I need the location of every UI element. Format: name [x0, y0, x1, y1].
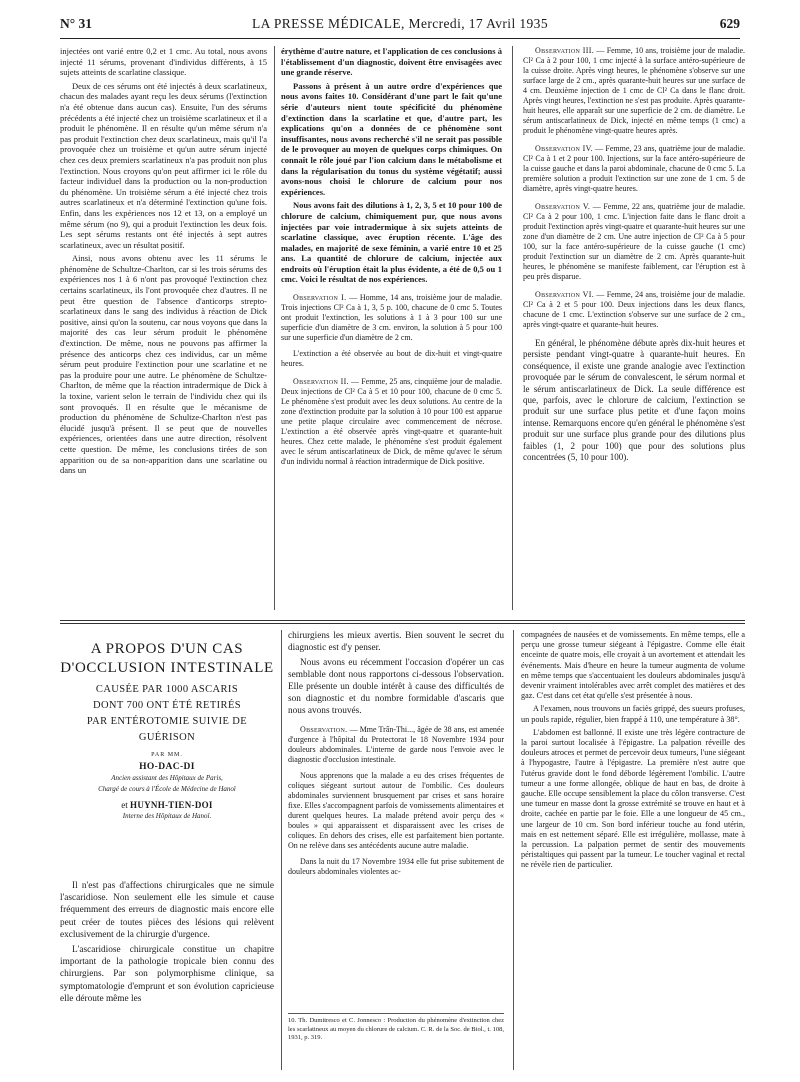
paragraph: Passons à présent à un autre ordre d'expériences que nous avons faites 10. Considérant d'une part le fait qu'une série d'auteurs nient toute spécificité du phénomène d'extinction dans la scarlatine et que, d'autre part, les explications qu'on a données de ce phénomène sont insuffisantes, nous avons recherché s'il ne serait pas possible de le provoquer au moyen de quelques corps chimiques. On connaît le rôle joué par l'ion calcium dans le métabolisme et dans la régularisation du tonus du système végétatif; aussi avons-nous choisi le chlorure de calcium pour nos expériences. — [281, 80, 502, 197]
paragraph: Dans la nuit du 17 Novembre 1934 elle fut prise subitement de douleurs abdominales violentes ac- — [288, 857, 504, 876]
paragraph: Nous avons eu récemment l'occasion d'opérer un cas semblable dont nous rapportons ci-dessous l'observation. Elle présente un double intérêt à cause des difficultés de son diagnostic et du nombre formidable d'ascaris que nous avons trouvés. — [288, 658, 504, 716]
paragraph: compagnées de nausées et de vomissements. En même temps, elle a perçu une grosse tumeur siégeant à l'épigastre. Comme elle était enceinte de quatre mois, elle croyait à un avortement et attendait les événements. Mais d'heure en heure la tumeur augmenta de volume en même temps que s'accentuaient les douleurs abdominales jusqu'à devenir vraiment intolérables avec arrêt complet des matières et des gaz. C'est dans cet état qu'elle s'est présentée à nous. — [521, 630, 745, 701]
paragraph: L'ascaridiose chirurgicale constitue un chapitre important de la pathologie tropicale bien connu des chirurgiens. Par son polymorphisme clinique, sa symptomatologie d'emprunt et son évolution capricieuse elle déroute même les — [60, 945, 274, 1004]
observation-text: — Femme, 25 ans, cinquième jour de maladie. Deux injections de Cl² Ca à 5 et 10 pour 100, chacune de 0 cmc 5. Le phénomène s'est produit avec les deux solutions. Au centre de la zone d'extinction produite par la solution à 10 pour 100 est apparue une petite plaque circulaire avec commencement de nécrose. L'extinction a été observée après vingt-quatre et quarante-huit heures. Chez cette malade, le phénomène s'est produit également avec le sérum antiscarlatineux de Dick, de même qu'avec le sérum d'un individu normal à réaction intradermique de Dick positive. — [281, 377, 502, 467]
paragraph: chirurgiens les mieux avertis. Bien souvent le secret du diagnostic est d'y penser. — [288, 631, 504, 653]
observation-6 — [523, 290, 745, 330]
page-header — [60, 14, 740, 39]
article-title-line-2: D'OCCLUSION INTESTINALE — [60, 660, 274, 676]
observation-heading: Observation VI. — [535, 290, 595, 299]
author-2-affiliation: Interne des Hôpitaux de Hanoï. — [122, 812, 212, 820]
article-column-2 — [288, 630, 504, 1052]
paragraph: L'abdomen est ballonné. Il existe une très légère contracture de la paroi surtout localisée à l'épigastre. La palpation réveille des douleurs atroces et permet de percevoir deux tumeurs, l'une siégeant à l'hypogastre, l'autre à l'épigastre. La première n'est autre que l'utérus gravide dont le fond déborde légèrement l'ombilic. L'autre tumeur a une forme allongée, oblique de haut en bas, de droite à gauche. Elle occupe sensiblement la place du côlon transverse. C'est une tumeur en masse dont la grosse extrémité se trouve en haut et à droite, cachée en partie par le foie. Elle a une longueur de 45 cm., une largeur de 10 cm. Son bord inférieur touche au fond utérin, mais en est nettement séparé. Elle est irrégulière, mollasse, mate à la percussion. La palpation permet de sentir des mouvements péristaltiques qui passent par la tumeur. Le toucher vaginal et rectal ne révèle rien de particulier. — [521, 727, 745, 870]
top-column-3 — [523, 46, 745, 610]
author-1-affiliation-2: Chargé de cours à l'École de Médecine de Hanoï — [98, 785, 236, 793]
paragraph: Nous avons fait des dilutions à 1, 2, 3, 5 et 10 pour 100 de chlorure de calcium, chimiquement pur, que nous avons injectées par voie intradermique à six sujets atteints de scarlatine classique, avec éruption récente. L'âge des malades, en majorité de sexe féminin, a varié entre 10 et 25 ans. La quantité de chlorure de calcium, injectée aux endroits où l'éruption était la plus évidente, a été de 0,5 ou 1 cmc. Voici le résultat de nos expériences. — [281, 200, 502, 285]
conclusion-paragraph: En général, le phénomène débute après dix-huit heures et persiste pendant vingt-quatre à quarante-huit heures. En conséquence, il existe une grande analogie avec l'extinction provoquée par le sérum de convalescent, le sérum normal et le sérum antiscarlatineux de Dick. La seule différence est que, parfois, avec le chlorure de calcium, l'extinction se produit sur une surface plus petite et d'une façon moins intense. Remarquons encore qu'en général le phénomène s'est produit sur une surface plus grande pour des dilutions plus faibles (1, 2 pour 100) que pour des solutions plus concentrées (5, 10 pour 100). — [523, 338, 745, 463]
observation-text: — Mme Trân-Thi..., âgée de 38 ans, est amenée d'urgence à l'hôpital du Protectorat le 18 Novembre 1934 pour douleurs abdominales. L'interne de garde nous l'envoie avec le diagnostic d'occlusion intestinale. — [288, 725, 504, 764]
column-divider — [281, 630, 282, 1070]
observation-4 — [523, 144, 745, 194]
column-divider — [512, 46, 513, 610]
observation-heading: Observation V. — [535, 202, 591, 211]
observation-heading: Observation. — [300, 725, 348, 734]
article-subtitle-line-3: PAR ENTÉROTOMIE SUIVIE DE GUÉRISON — [86, 716, 248, 743]
observation-heading: Observation II. — [293, 377, 349, 387]
and-label: et — [121, 800, 128, 810]
observation-heading: Observation I. — [293, 293, 347, 303]
observation-2 — [281, 377, 502, 467]
author-1: HO-DAC-DI — [139, 762, 195, 772]
author-2: HUYNH-TIEN-DOI — [130, 800, 213, 810]
case-observation — [288, 725, 504, 765]
article-subtitle-line-2: DONT 700 ONT ÉTÉ RETIRÉS — [92, 700, 242, 711]
column-divider — [513, 630, 514, 1070]
observation-1 — [281, 293, 502, 343]
observation-heading: Observation IV. — [535, 144, 593, 153]
paragraph: Ainsi, nous avons obtenu avec les 11 sérums le phénomène de Schultze-Charlton, car si les trois sérums des expériences nos 1 à 6 n'ont pas provoqué l'extinction chez certains scarlatineux, ils l'ont provoquée chez d'autres. Il ne peut être question de l'absence d'anticorps strepto-scarlatineux dans le sang des individus à réaction de Dick positive, ainsi qu'on la soutenu, car nous voyons que dans la majorité des cas leur sérum produit le phénomène d'extinction. De même, nous ne pouvons pas affirmer la présence des anticorps chez ces individus, car un même sérum peut produire l'extinction pour une scarlatine et ne pas la produire pour une autre. Le phénomène de Schultze-Charlton, de même que la réaction intradermique de Dick à la toxine, varient selon le terrain de l'individu chez qui ils sont provoqués. Il en résulte que le mécanisme de production du phénomène de Schultze-Charlton n'est pas élucidé jusqu'à présent. Il se peut que de nouvelles expériences, orientées dans une autre direction, résolvent cette question. De même, les conclusions tirées de son apparition ou de sa non-apparition dans une scarlatine ou dans un — [60, 253, 267, 476]
journal-title: LA PRESSE MÉDICALE, Mercredi, 17 Avril 1935 — [252, 16, 548, 31]
observation-text: — Femme, 10 ans, troisième jour de maladie. Cl² Ca à 2 pour 100, 1 cmc injecté à la surface antéro-supérieure de la cuisse droite. Après vingt heures, le phénomène s'observe sur une surface large de 2 cm., après quarante-huit heures sur une surface de 4 cm. Deuxième injection de 1 cmc de Cl² Ca dans le flanc droit. Après vingt heures, l'extinction ne s'est pas produite. Après quarante-huit heures, elle apparaît sur une superficie de 2 cm. de diamètre. Le sérum antiscarlatineux de Dick, injecté en même temps (1 cmc) a produit le phénomène vingt-quatre heures après. — [523, 46, 745, 135]
observation-text: — Femme, 24 ans, troisième jour de maladie. Cl² Ca à 2 et 5 pour 100. Deux injections dans les deux flancs, chacune de 1 cmc. L'extinction s'observe sur une surface de 2 cm., après vingt-quatre et quarante-huit heures. — [523, 290, 745, 329]
paragraph: A l'examen, nous trouvons un faciès grippé, des sueurs profuses, un pouls rapide, régulier, bien frappé à 110, une température à 38°. — [521, 704, 745, 724]
author-2-line — [60, 800, 274, 810]
issue-number: N° 31 — [60, 16, 93, 31]
top-column-2 — [281, 46, 502, 610]
article-title-block — [60, 640, 274, 821]
paragraph: Nous apprenons que la malade a eu des crises fréquentes de coliques siégeant surtout autour de l'ombilic. Ces douleurs abdominales surviennent brusquement par crises et sans horaire fixe. Elles s'accompagnent parfois de vomissements alimentaires et durent quelques heures. La malade prétend avoir perçu des « boules » qui apparaissent et disparaissent avec les crises de coliques. En dehors des crises, elle est parfaitement bien portante. On ne relève dans ses antécédents aucune autre maladie. — [288, 771, 504, 850]
footnote: 10. Th. Dumitresco et C. Jonnesco : Production du phénomène d'extinction chez les scarlatineux au moyen du chlorure de calcium. C. R. de la Soc. de Biol., t. 108, 1931, p. 319. — [288, 1013, 504, 1043]
paragraph: Deux de ces sérums ont été injectés à deux scarlatineux, chacun des malades ayant reçu les deux sérums (l'extinction n'a été obtenue dans aucun cas). Ensuite, l'un des sérums précédents a été injecté chez un troisième scarlatineux et il a produit le phénomène. Il en résulte qu'un même sérum n'a pas produit l'extinction chez deux scarlatineux, mais qu'il l'a provoquée chez un troisième et qu'un autre sérum injecté chez ces deux premiers scarlatineux n'a pas produit non plus l'extinction. Nous croyons qu'on peut affirmer ici le rôle du facteur individuel dans la production ou la non-production du phénomène. Un troisième sérum a été injecté chez trois autres scarlatineux et n'a déterminé l'extinction qu'une fois. Enfin, dans les expériences nos 12 et 13, on a employé un même sérum (no 9), qui a produit l'extinction les deux fois. Les sept sérums restants ont été injectés à sept autres scarlatineux, avec un résultat positif. — [60, 80, 267, 250]
observation-1-note: L'extinction a été observée au bout de dix-huit et vingt-quatre heures. — [281, 349, 502, 369]
page-number: 629 — [719, 16, 740, 31]
article-column-1 — [60, 880, 274, 1070]
observation-text: — Femme, 22 ans, quatrième jour de maladie. Cl² Ca à 2 pour 100, 1 cmc. L'injection faite dans le flanc droit a produit l'extinction après vingt-quatre et quarante-huit heures sur une zone d'un diamètre de 2 cm. Une autre injection de Cl² Ca à 5 pour 100, sur la face antéro-supérieure de la cuisse gauche (1 cmc) produit l'extinction sur un diamètre de 2 cm. Après quarante-huit heures, le phénomène se manifeste faiblement, car l'éruption est à peu près disparue. — [523, 202, 745, 281]
article-subtitle-line-1: CAUSÉE PAR 1000 ASCARIS — [95, 684, 239, 695]
paragraph: Il n'est pas d'affections chirurgicales que ne simule l'ascaridiose. Non seulement elle les simule et cause fréquemment des erreurs de diagnostic mais encore elle peut créer de toutes pièces des lésions qui relèvent exclusivement de la chirurgie d'urgence. — [60, 881, 274, 940]
observation-3 — [523, 46, 745, 136]
top-column-1 — [60, 46, 267, 610]
observation-5 — [523, 202, 745, 282]
paragraph: injectées ont varié entre 0,2 et 1 cmc. Au total, nous avons injecté 11 sérums, provenant d'individus différents, à 15 sujets atteints de scarlatine classique. — [60, 46, 267, 78]
author-1-affiliation-1: Ancien assistant des Hôpitaux de Paris, — [111, 774, 223, 782]
article-title-line-1: A PROPOS D'UN CAS — [90, 641, 244, 657]
article-column-3 — [521, 630, 745, 1070]
observation-heading: Observation III. — [535, 46, 595, 55]
observation-text: — Homme, 14 ans, troisième jour de maladie. Trois injections Cl² Ca à 1, 3, 5 p. 100, chacune de 0 cmc 5. Toutes ont produit l'extinction, les solutions à 1 à 3 pour 100 sur une superficie d'un diamètre de 3 cm. environ, la solution à 5 pour 100 sur une superficie d'un diamètre de 2 cm. — [281, 293, 502, 343]
section-divider — [60, 623, 745, 624]
observation-text: — Femme, 23 ans, quatrième jour de maladie. Cl² Ca à 1 et 2 pour 100. Injections, sur la face antéro-supérieure de la cuisse gauche et dans la paroi abdominale, chacune de 0 cmc 5. La première solution a produit l'extinction sur une zone de 1 cm. 5 de diamètre, après vingt-quatre heures. — [523, 144, 745, 193]
paragraph: érythème d'autre nature, et l'application de ces conclusions à l'établissement d'un diagnostic, doivent être envisagées avec une grande réserve. — [281, 46, 502, 78]
column-divider — [274, 46, 275, 610]
par-label: PAR MM. — [151, 752, 183, 758]
section-divider — [60, 620, 745, 621]
